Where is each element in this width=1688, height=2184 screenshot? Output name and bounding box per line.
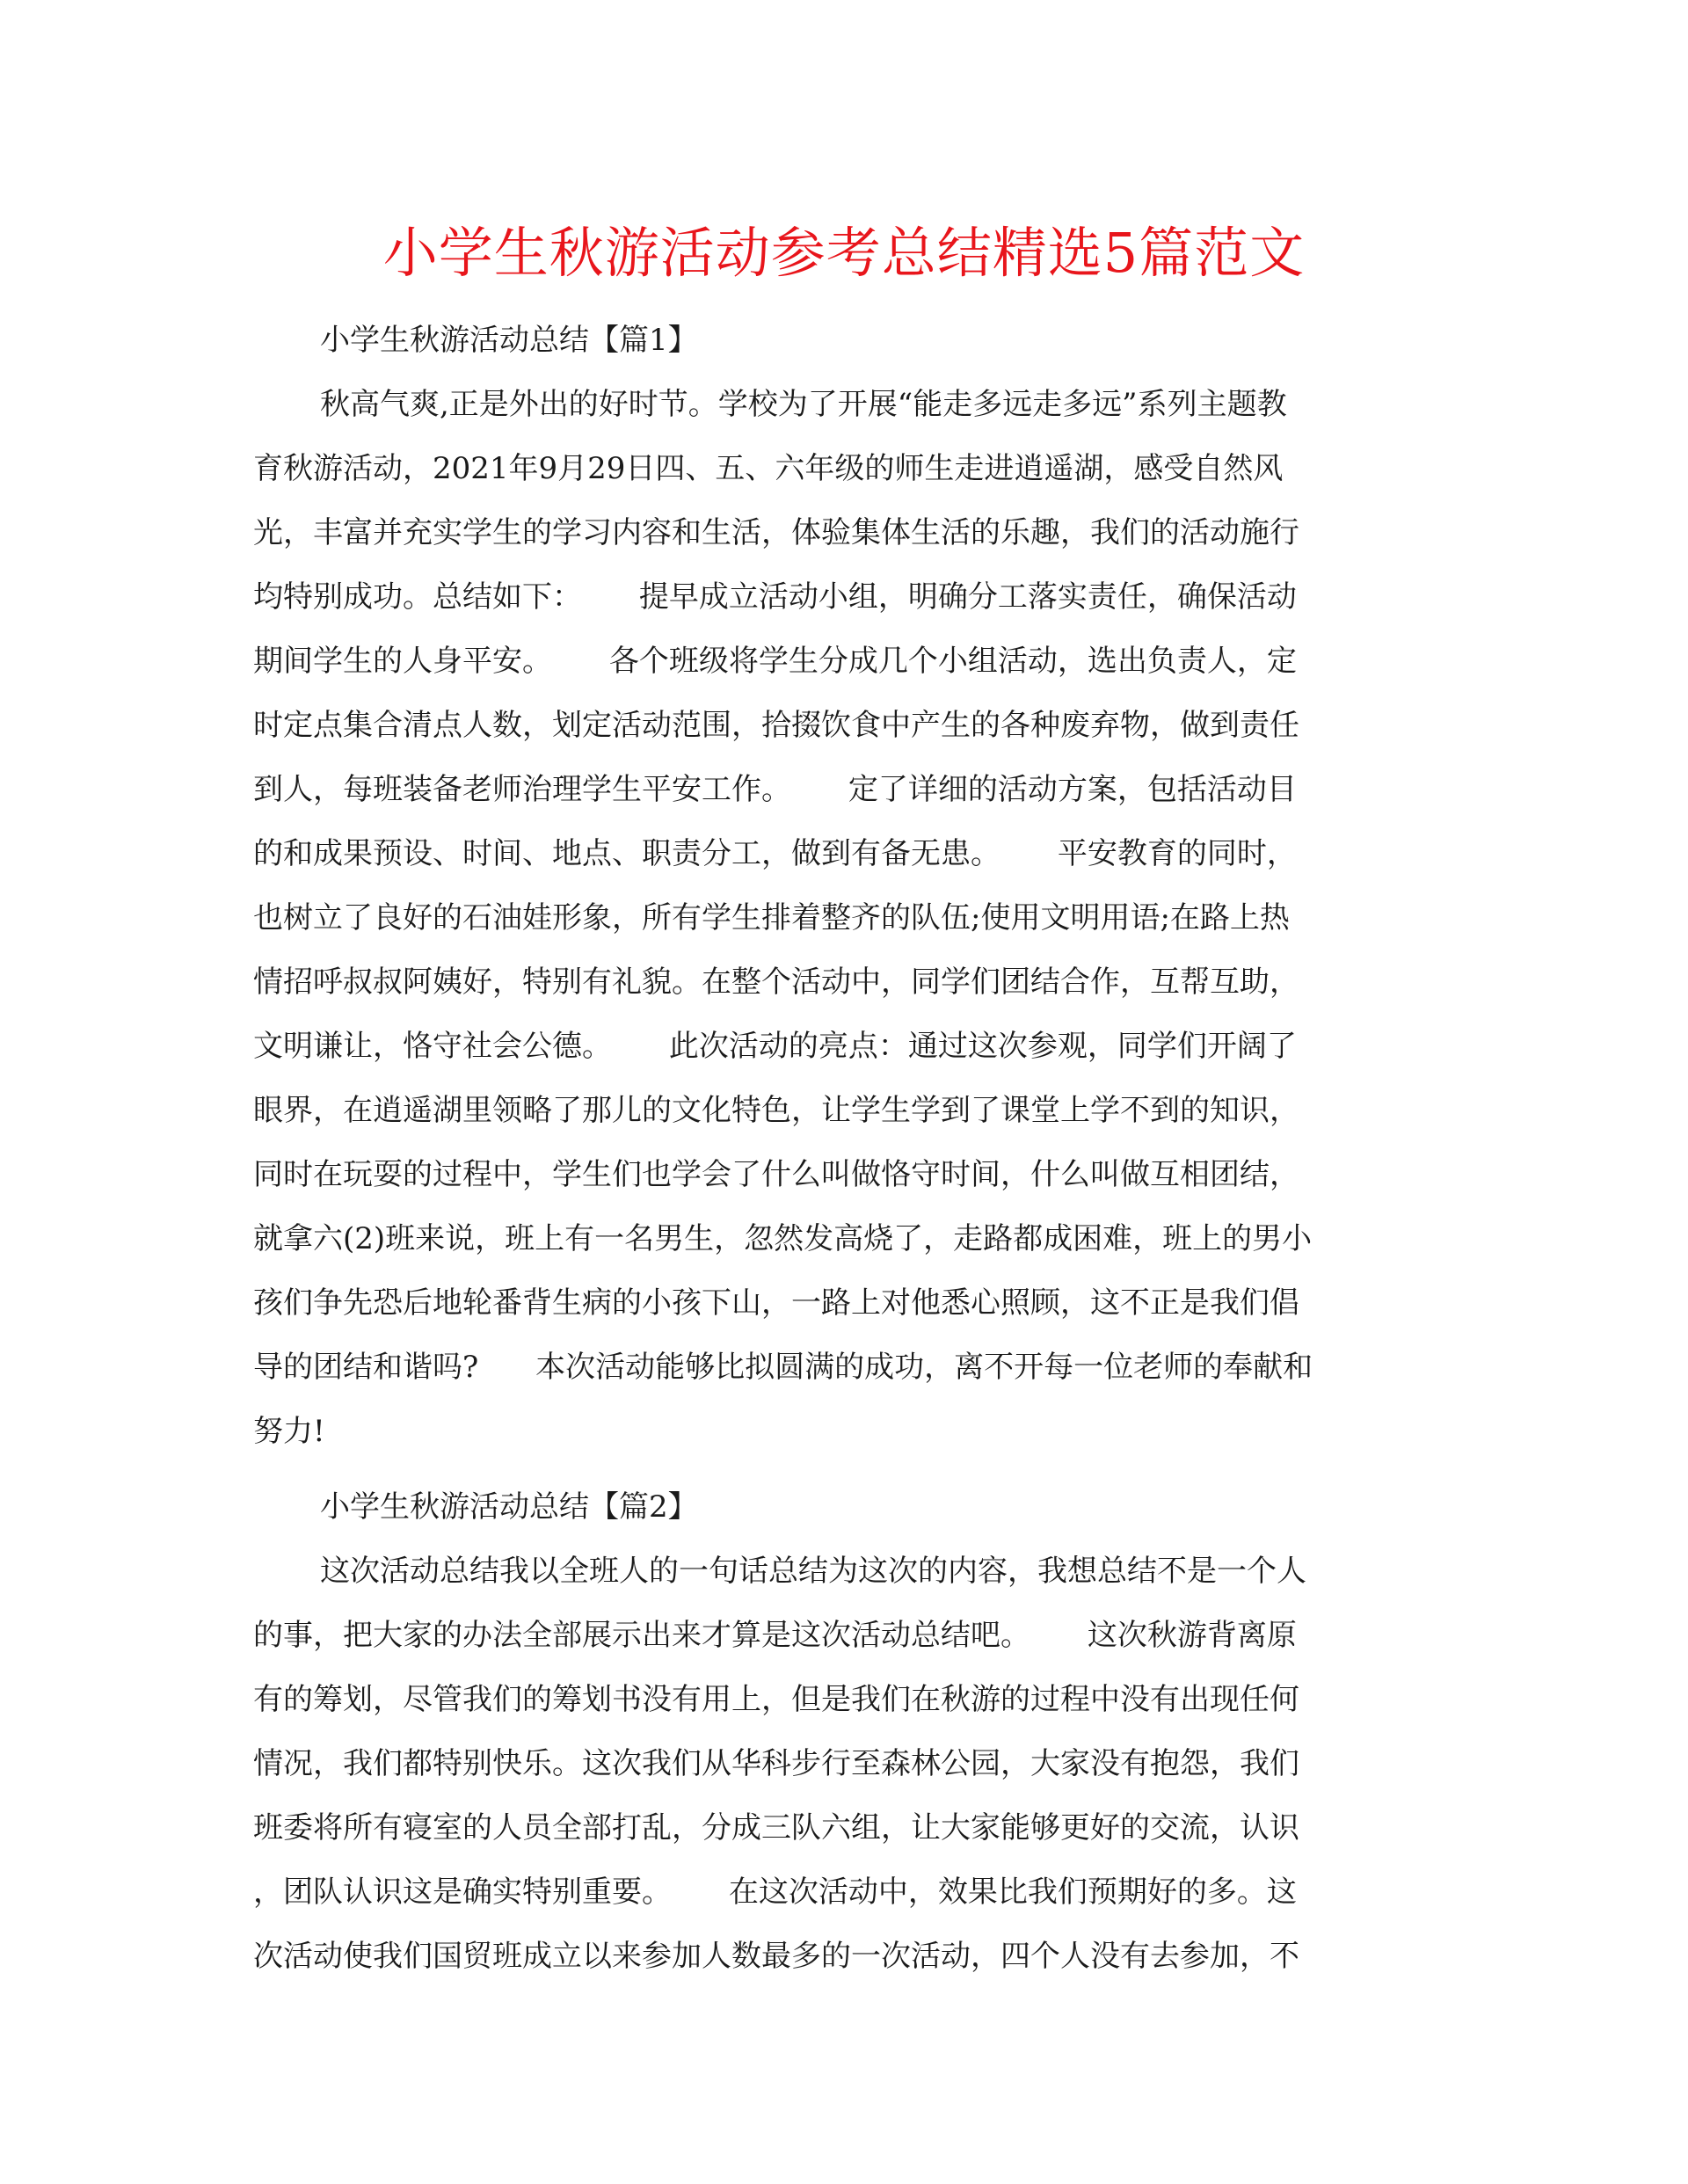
paragraph-line: 的事，把大家的办法全部展示出来才算是这次活动总结吧。 这次秋游背离原 (253, 1618, 1297, 1653)
paragraph-line: 文明谦让，恪守社会公德。 此次活动的亮点：通过这次参观，同学们开阔了 (253, 1029, 1297, 1064)
paragraph-line: 同时在玩耍的过程中，学生们也学会了什么叫做恪守时间，什么叫做互相团结， (253, 1157, 1299, 1192)
section-paragraph (253, 373, 1422, 1464)
section-spacer (253, 1464, 1422, 1474)
paragraph-line: 秋高气爽,正是外出的好时节。学校为了开展“能走多远走多远”系列主题教 (320, 387, 1287, 422)
paragraph-line: 期间学生的人身平安。 各个班级将学生分成几个小组活动，选出负责人，定 (253, 644, 1297, 679)
section-heading: 小学生秋游活动总结【篇2】 (320, 1489, 698, 1525)
paragraph-line: 时定点集合清点人数，划定活动范围，拾掇饮食中产生的各种废弃物，做到责任 (253, 708, 1299, 743)
paragraph-line: 也树立了良好的石油娃形象，所有学生排着整齐的队伍;使用文明用语;在路上热 (253, 900, 1290, 935)
section-heading: 小学生秋游活动总结【篇1】 (320, 323, 698, 358)
paragraph-line: 孩们争先恐后地轮番背生病的小孩下山，一路上对他悉心照顾，这不正是我们倡 (253, 1285, 1299, 1321)
paragraph-line: 育秋游活动，2021年9月29日四、五、六年级的师生走进逍遥湖，感受自然风 (253, 451, 1284, 486)
paragraph-line: 的和成果预设、时间、地点、职责分工，做到有备无患。 平安教育的同时， (253, 836, 1297, 871)
section-paragraph (253, 1540, 1422, 1989)
paragraph-line: 有的筹划，尽管我们的筹划书没有用上，但是我们在秋游的过程中没有出现任何 (253, 1682, 1299, 1717)
paragraph-line: 次活动使我们国贸班成立以来参加人数最多的一次活动，四个人没有去参加，不 (253, 1939, 1299, 1974)
paragraph-line: ，团队认识这是确实特别重要。 在这次活动中，效果比我们预期好的多。这 (253, 1875, 1297, 1910)
paragraph-line: 努力! (253, 1414, 325, 1449)
paragraph-line: 到人，每班装备老师治理学生平安工作。 定了详细的活动方案，包括活动目 (253, 772, 1297, 807)
document-body (253, 308, 1422, 1989)
document-title: 小学生秋游活动参考总结精选5篇范文 (382, 221, 1306, 285)
paragraph-line: 眼界，在逍遥湖里领略了那儿的文化特色，让学生学到了课堂上学不到的知识， (253, 1093, 1299, 1128)
paragraph-line: 就拿六(2)班来说，班上有一名男生，忽然发高烧了，走路都成困难，班上的男小 (253, 1221, 1313, 1256)
paragraph-line: 均特别成功。总结如下： 提早成立活动小组，明确分工落实责任，确保活动 (253, 579, 1297, 615)
paragraph-line: 这次活动总结我以全班人的一句话总结为这次的内容，我想总结不是一个人 (320, 1554, 1306, 1589)
paragraph-line: 情况，我们都特别快乐。这次我们从华科步行至森林公园，大家没有抱怨，我们 (253, 1746, 1299, 1781)
paragraph-line: 班委将所有寝室的人员全部打乱，分成三队六组，让大家能够更好的交流，认识 (253, 1810, 1299, 1845)
paragraph-line: 情招呼叔叔阿姨好，特别有礼貌。在整个活动中，同学们团结合作，互帮互助， (253, 965, 1299, 1000)
paragraph-line: 光，丰富并充实学生的学习内容和生活，体验集体生活的乐趣，我们的活动施行 (253, 515, 1299, 550)
paragraph-line: 导的团结和谐吗? 本次活动能够比拟圆满的成功，离不开每一位老师的奉献和 (253, 1350, 1313, 1385)
